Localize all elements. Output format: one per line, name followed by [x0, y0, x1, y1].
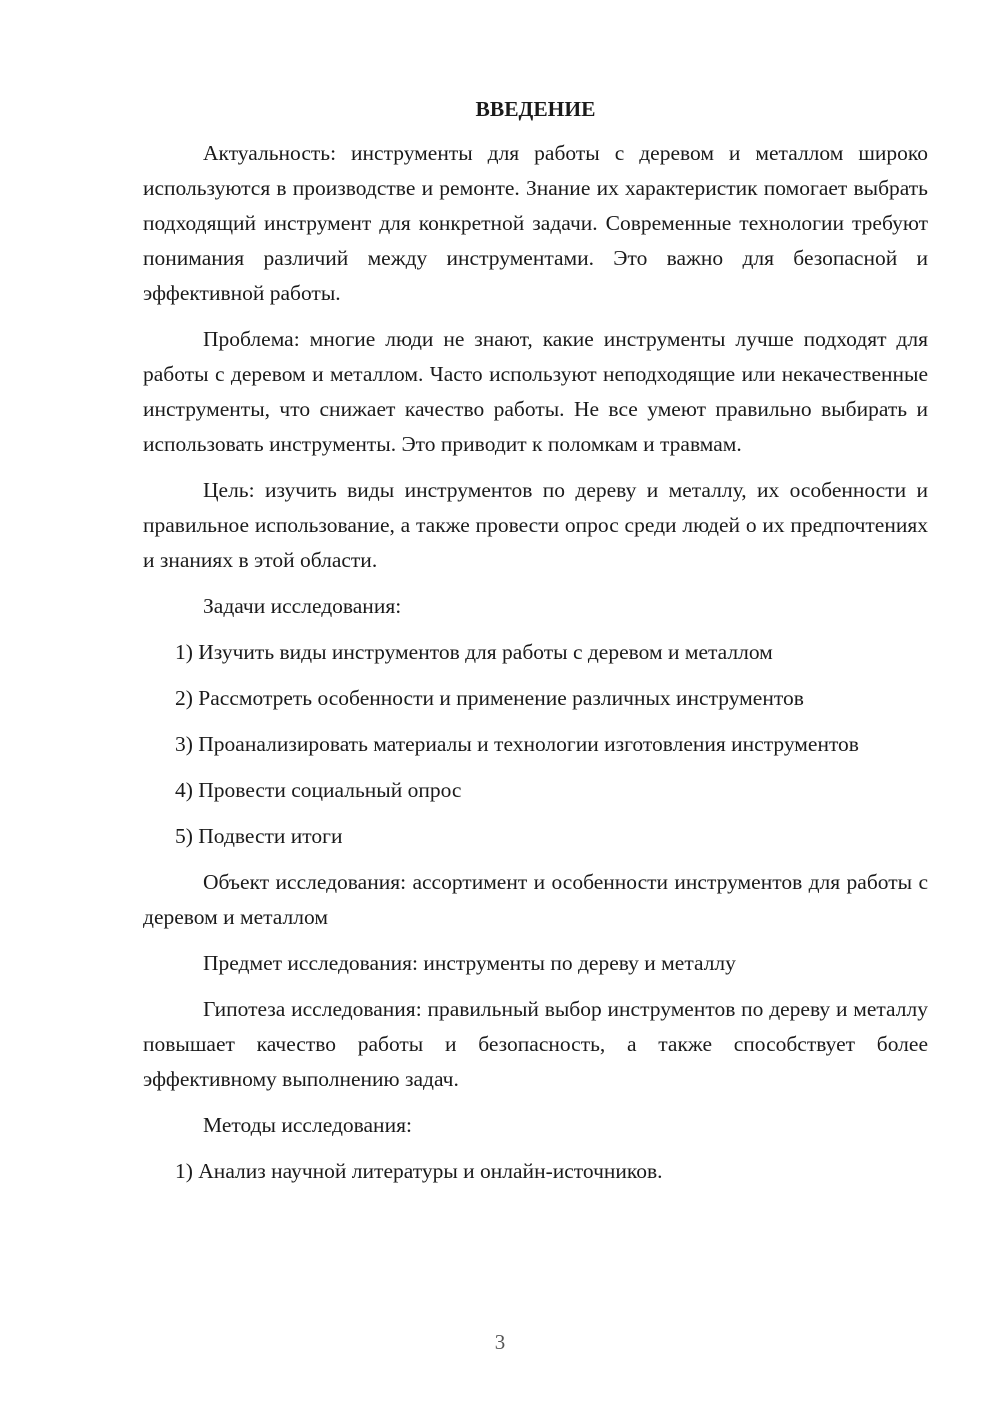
relevance-paragraph: Актуальность: инструменты для работы с деревом и металлом широко используются в производстве и ремонте. Знание их характеристик помогает выбрать подходящий инструмент для конкретной задачи. Современные технологии требуют понимания различий между инструментами. Это важно для безопасной и эффективной работы.	[143, 141, 928, 305]
page-number: 3	[494, 1330, 506, 1354]
task-item: 5) Подвести итоги	[175, 824, 343, 848]
task-item: 3) Проанализировать материалы и технологии изготовления инструментов	[175, 732, 859, 756]
document-page	[143, 92, 928, 1200]
section-title: ВВЕДЕНИЕ	[475, 97, 596, 121]
subject-paragraph: Предмет исследования: инструменты по дереву и металлу	[203, 951, 736, 975]
tasks-heading: Задачи исследования:	[203, 594, 402, 618]
task-item: 2) Рассмотреть особенности и применение различных инструментов	[175, 686, 804, 710]
hypothesis-paragraph: Гипотеза исследования: правильный выбор инструментов по дереву и металлу повышает качество работы и безопасность, а также способствует более эффективному выполнению задач.	[143, 997, 928, 1091]
methods-heading: Методы исследования:	[203, 1113, 412, 1137]
problem-paragraph: Проблема: многие люди не знают, какие инструменты лучше подходят для работы с деревом и металлом. Часто используют неподходящие или некачественные инструменты, что снижает качество работы. Не все умеют правильно выбирать и использовать инструменты. Это приводит к поломкам и травмам.	[143, 327, 928, 456]
task-item: 4) Провести социальный опрос	[175, 778, 462, 802]
object-paragraph: Объект исследования: ассортимент и особенности инструментов для работы с деревом и металлом	[143, 870, 928, 929]
task-item: 1) Изучить виды инструментов для работы с деревом и металлом	[175, 640, 773, 664]
method-item: 1) Анализ научной литературы и онлайн-источников.	[175, 1159, 663, 1183]
goal-paragraph: Цель: изучить виды инструментов по дереву и металлу, их особенности и правильное использование, а также провести опрос среди людей о их предпочтениях и знаниях в этой области.	[143, 478, 928, 572]
